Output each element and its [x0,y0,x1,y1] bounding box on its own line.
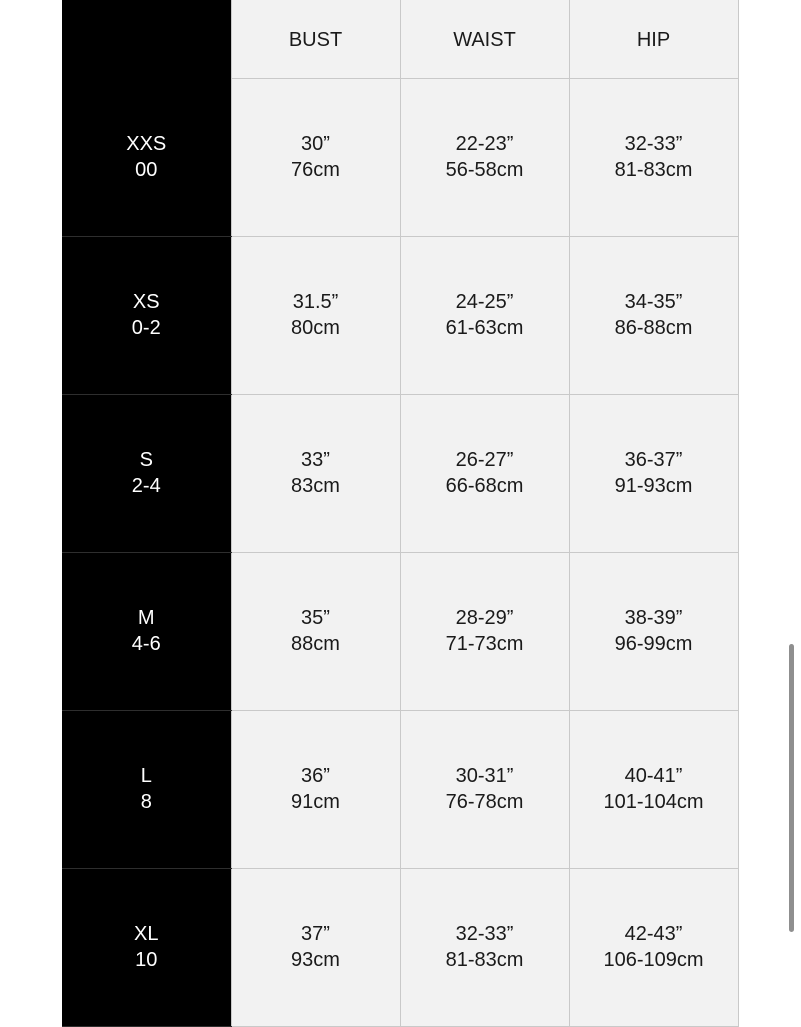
bust-cell [231,710,400,868]
size-name: XL [134,923,159,945]
size-chart-table [62,0,739,1027]
hip-cell [569,552,738,710]
hip-inches: 36-37” [624,449,683,471]
bust-cell [231,236,400,394]
bust-cm: 93cm [291,949,340,971]
hip-cell [569,394,738,552]
table-row [62,78,738,236]
bust-inches: 37” [301,923,330,945]
table-row [62,236,738,394]
bust-cm: 80cm [291,317,340,339]
waist-cm: 56-58cm [445,159,524,181]
size-number: 8 [140,791,152,813]
size-name: M [137,607,155,629]
hip-cell [569,78,738,236]
hip-cell [569,236,738,394]
hip-cm: 91-93cm [614,475,693,497]
bust-cell [231,78,400,236]
table-row [62,394,738,552]
size-label-cell [62,78,231,236]
bust-inches: 30” [301,133,330,155]
size-number: 2-4 [131,475,161,497]
waist-cell [400,78,569,236]
hip-cm: 96-99cm [614,633,693,655]
waist-inches: 30-31” [455,765,514,787]
header-hip: HIP [569,0,738,78]
size-name: S [139,449,153,471]
waist-inches: 24-25” [455,291,514,313]
size-label-cell [62,236,231,394]
waist-cm: 76-78cm [445,791,524,813]
bust-cm: 76cm [291,159,340,181]
bust-cell [231,394,400,552]
hip-inches: 42-43” [624,923,683,945]
size-label-cell [62,552,231,710]
table-row [62,710,738,868]
waist-inches: 28-29” [455,607,514,629]
table-header-row [62,0,738,78]
table-row [62,868,738,1026]
bust-inches: 33” [301,449,330,471]
hip-cm: 86-88cm [614,317,693,339]
bust-inches: 31.5” [292,291,339,313]
bust-cm: 88cm [291,633,340,655]
bust-cell [231,552,400,710]
waist-cm: 71-73cm [445,633,524,655]
size-name: XXS [126,132,167,155]
header-bust: BUST [231,0,400,78]
waist-cm: 61-63cm [445,317,524,339]
waist-inches: 22-23” [455,133,514,155]
vertical-scrollbar[interactable] [789,644,794,932]
size-number: 10 [135,949,158,971]
waist-inches: 26-27” [455,449,514,471]
hip-cell [569,868,738,1026]
size-label-cell [62,394,231,552]
waist-cell [400,394,569,552]
bust-cm: 83cm [291,475,340,497]
table-row [62,552,738,710]
waist-cm: 81-83cm [445,949,524,971]
size-name: L [140,765,152,787]
hip-inches: 40-41” [624,765,683,787]
waist-cell [400,710,569,868]
size-number: 00 [135,158,158,181]
size-number: 0-2 [131,317,161,339]
size-name: XS [132,291,160,313]
waist-cm: 66-68cm [445,475,524,497]
hip-cm: 81-83cm [614,159,693,181]
size-label-cell [62,868,231,1026]
hip-inches: 32-33” [624,133,683,155]
bust-cell [231,868,400,1026]
hip-cell [569,710,738,868]
waist-cell [400,236,569,394]
hip-cm: 106-109cm [603,949,704,971]
size-label-cell [62,710,231,868]
hip-cm: 101-104cm [603,791,704,813]
hip-inches: 38-39” [624,607,683,629]
bust-inches: 35” [301,607,330,629]
header-corner-cell [62,0,231,78]
waist-cell [400,868,569,1026]
waist-inches: 32-33” [455,923,514,945]
waist-cell [400,552,569,710]
hip-inches: 34-35” [624,291,683,313]
header-waist: WAIST [400,0,569,78]
size-number: 4-6 [131,633,161,655]
bust-cm: 91cm [291,791,340,813]
bust-inches: 36” [301,765,330,787]
